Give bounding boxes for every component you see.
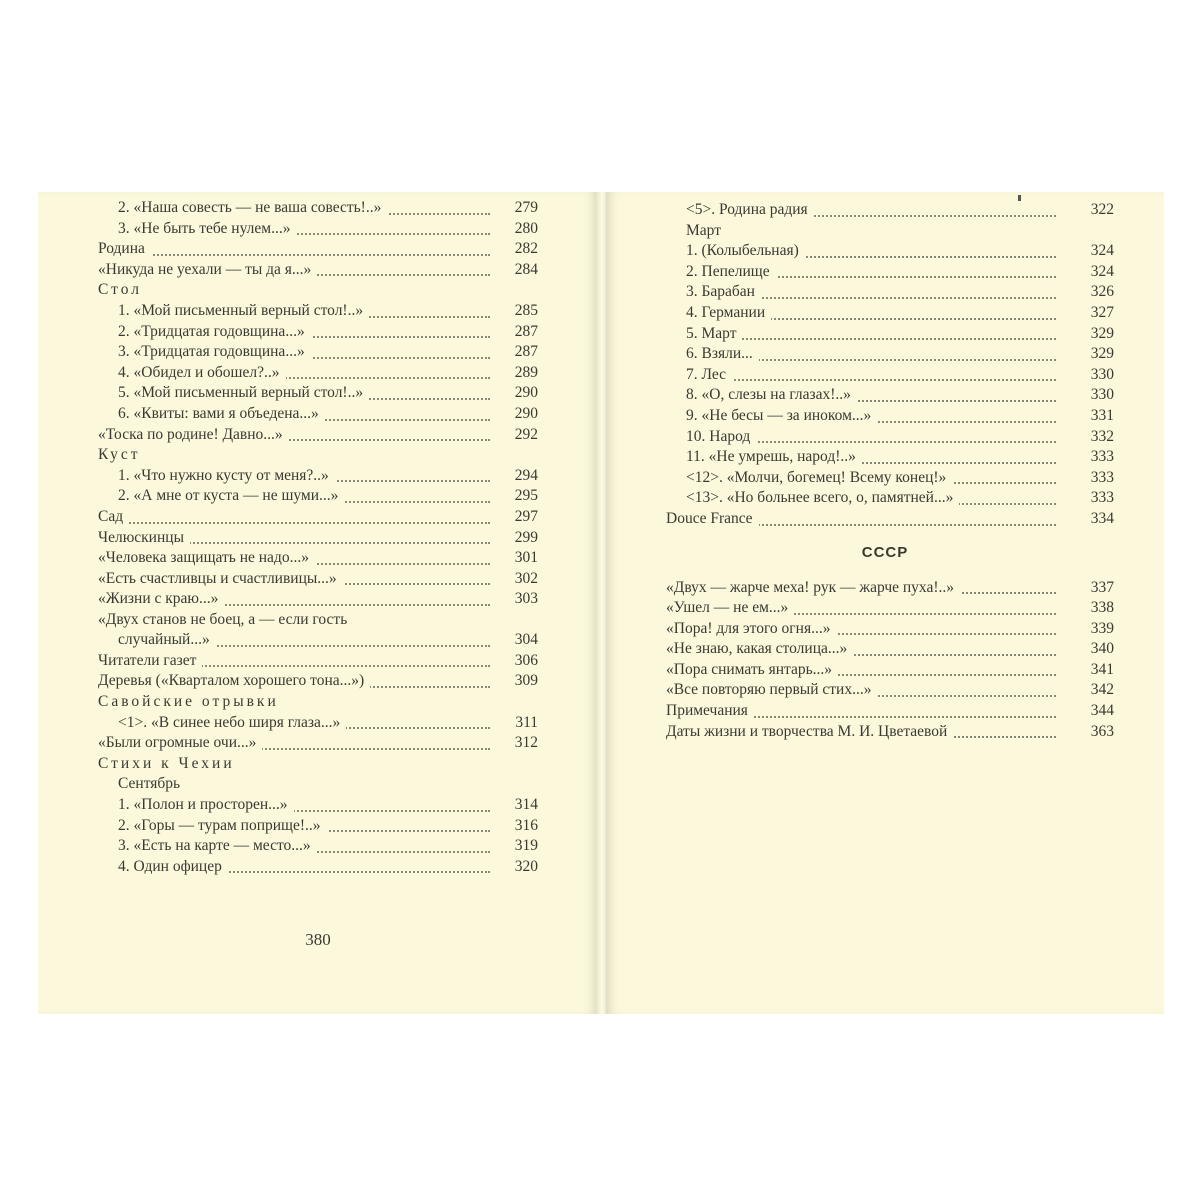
toc-entry-title: «Тоска по родине! Давно...»: [98, 426, 289, 443]
toc-entry-title: «Не знаю, какая столица...»: [666, 640, 853, 657]
toc-entry: [38, 795, 598, 816]
toc-entry-title: 10. Народ: [686, 428, 756, 445]
toc-entry-title: «Двух станов не боец, а — если гость: [98, 611, 353, 628]
toc-page-number: 333: [1066, 488, 1114, 509]
toc-entry: [38, 548, 598, 569]
toc-page-number: 287: [490, 322, 538, 343]
toc-entry-title: 3. Барабан: [686, 283, 761, 300]
right-book-page: [606, 192, 1164, 1014]
toc-entry: [606, 722, 1164, 743]
toc-entry-title: 3. «Тридцатая годовщина...»: [118, 343, 311, 360]
toc-entry-title: Савойские отрывки: [98, 693, 285, 710]
toc-page-number: 329: [1066, 324, 1114, 345]
toc-section-heading: [38, 692, 598, 713]
toc-page-number: 297: [490, 507, 538, 528]
toc-entry-title: 4. «Обидел и обошел?..»: [118, 364, 286, 381]
toc-page-number: 302: [490, 569, 538, 590]
toc-page-number: 314: [490, 795, 538, 816]
toc-entry-title: 4. Германии: [686, 304, 771, 321]
toc-entry: [606, 701, 1164, 722]
toc-page-number: 306: [490, 651, 538, 672]
toc-entry: [38, 857, 598, 878]
toc-page-number: 322: [1066, 200, 1114, 221]
toc-page-number: 280: [490, 219, 538, 240]
dot-leader: [686, 379, 1056, 381]
toc-entry: [38, 239, 598, 260]
toc-entry: [38, 569, 598, 590]
toc-entry: [38, 651, 598, 672]
toc-page-number: 290: [490, 404, 538, 425]
toc-page-number: 284: [490, 260, 538, 281]
toc-page-number: 301: [490, 548, 538, 569]
toc-page-number: 324: [1066, 262, 1114, 283]
toc-entry-title: 6. «Квиты: вами я объедена...»: [118, 405, 325, 422]
toc-entry: [606, 324, 1164, 345]
toc-page-number: 290: [490, 383, 538, 404]
toc-page-number: 327: [1066, 303, 1114, 324]
toc-page-number: 342: [1066, 680, 1114, 701]
toc-entry: [606, 282, 1164, 303]
toc-page-number: 324: [1066, 241, 1114, 262]
toc-entry-title-continued: случайный...»: [118, 631, 216, 648]
dot-leader: [198, 645, 490, 647]
toc-entry: [38, 713, 598, 734]
toc-entry: [606, 598, 1164, 619]
right-toc-top: [606, 200, 1164, 530]
right-toc-bottom: [606, 578, 1164, 743]
toc-page-number: 299: [490, 528, 538, 549]
toc-entry-title: <13>. «Но больнее всего, о, памятней...»: [686, 489, 959, 506]
toc-entry: [606, 262, 1164, 283]
toc-page-number: 329: [1066, 344, 1114, 365]
toc-entry-title: «Есть счастливцы и счастливицы...»: [98, 570, 343, 587]
toc-page-number: 285: [490, 301, 538, 322]
toc-entry-title: «Все повторяю первый стих...»: [666, 681, 877, 698]
toc-subheading: [606, 221, 1164, 242]
toc-entry-title: Сад: [98, 508, 129, 525]
toc-entry: [606, 344, 1164, 365]
toc-entry: [38, 733, 598, 754]
toc-entry: [606, 200, 1164, 221]
toc-page-number: 338: [1066, 598, 1114, 619]
toc-entry-title: 2. Пепелище: [686, 263, 776, 280]
toc-entry-title: Даты жизни и творчества М. И. Цветаевой: [666, 723, 953, 740]
toc-page-number: 294: [490, 466, 538, 487]
toc-entry-title: 1. (Колыбельная): [686, 242, 805, 259]
toc-page-number: 337: [1066, 578, 1114, 599]
toc-entry: [606, 660, 1164, 681]
toc-entry-title: 6. Взяли...: [686, 345, 759, 362]
toc-entry: [38, 260, 598, 281]
toc-page-number: 331: [1066, 406, 1114, 427]
toc-entry: [38, 404, 598, 425]
toc-section-heading: [38, 280, 598, 301]
toc-page-number: 295: [490, 486, 538, 507]
toc-page-number: 363: [1066, 722, 1114, 743]
toc-page-number: 287: [490, 342, 538, 363]
toc-entry: [606, 385, 1164, 406]
page-number: 380: [305, 930, 331, 949]
toc-page-number: 330: [1066, 385, 1114, 406]
toc-entry-title: Март: [686, 222, 727, 239]
toc-entry: [38, 301, 598, 322]
toc-entry: [606, 427, 1164, 448]
toc-page-number: 339: [1066, 619, 1114, 640]
toc-entry: [38, 322, 598, 343]
toc-entry: [38, 816, 598, 837]
toc-entry: [38, 486, 598, 507]
left-table-of-contents: [38, 198, 598, 877]
toc-entry: [606, 241, 1164, 262]
toc-entry: [38, 342, 598, 363]
toc-entry-title: 5. Март: [686, 325, 742, 342]
toc-entry-title: Douce France: [666, 510, 759, 527]
toc-entry-title: 2. «А мне от куста — не шуми...»: [118, 487, 344, 504]
print-speck: [1018, 195, 1021, 201]
toc-entry-title: Деревья («Кварталом хорошего тона...»): [98, 672, 370, 689]
toc-page-number: 303: [490, 589, 538, 610]
toc-entry-title: <12>. «Молчи, богемец! Всему конец!»: [686, 469, 952, 486]
toc-entry-title: 2. «Тридцатая годовщина...»: [118, 323, 311, 340]
toc-entry: [38, 589, 598, 610]
left-book-page: [38, 192, 598, 1014]
toc-page-number: 319: [490, 836, 538, 857]
toc-page-number: 340: [1066, 639, 1114, 660]
toc-entry: [38, 507, 598, 528]
toc-entry-title: Куст: [98, 446, 147, 463]
toc-entry-title: 3. «Есть на карте — место...»: [118, 837, 317, 854]
toc-entry-title: «Жизни с краю...»: [98, 590, 224, 607]
toc-entry: [38, 363, 598, 384]
toc-entry-title: 3. «Не быть тебе нулем...»: [118, 220, 296, 237]
toc-entry-title: Стихи к Чехии: [98, 755, 241, 772]
dot-leader: [98, 254, 490, 256]
toc-entry-title: «Двух — жарче меха! рук — жарче пуха!..»: [666, 579, 960, 596]
toc-entry-title: 9. «Не бесы — за иноком...»: [686, 407, 877, 424]
toc-page-number: 309: [490, 671, 538, 692]
toc-entry: [606, 578, 1164, 599]
toc-entry-title: 1. «Мой письменный верный стол!..»: [118, 302, 369, 319]
toc-entry-title: Примечания: [666, 702, 754, 719]
toc-entry: [606, 447, 1164, 468]
toc-section-heading: [38, 445, 598, 466]
toc-entry-title: 1. «Что нужно кусту от меня?..»: [118, 467, 335, 484]
toc-page-number: 292: [490, 425, 538, 446]
toc-page-number: 344: [1066, 701, 1114, 722]
toc-page-number: 304: [490, 630, 538, 651]
toc-entry-title: «Никуда не уехали — ты да я...»: [98, 261, 317, 278]
toc-page-number: 332: [1066, 427, 1114, 448]
dot-leader: [98, 522, 490, 524]
toc-entry: [606, 619, 1164, 640]
toc-entry-title: Читатели газет: [98, 652, 202, 669]
toc-section-heading: [38, 754, 598, 775]
toc-entry: [606, 680, 1164, 701]
toc-entry-title: Сентябрь: [118, 775, 186, 792]
toc-page-number: 333: [1066, 447, 1114, 468]
toc-entry-title: 1. «Полон и просторен...»: [118, 796, 294, 813]
toc-page-number: 326: [1066, 282, 1114, 303]
toc-entry-title: 5. «Мой письменный верный стол!..»: [118, 384, 369, 401]
toc-entry-title: 11. «Не умрешь, народ!..»: [686, 448, 862, 465]
toc-page-number: 311: [490, 713, 538, 734]
toc-entry: [606, 468, 1164, 489]
toc-entry-title: Челюскинцы: [98, 529, 190, 546]
toc-entry-title: «Пора! для этого огня...»: [666, 620, 836, 637]
toc-entry-title: 4. Один офицер: [118, 858, 228, 875]
toc-entry-title: 7. Лес: [686, 366, 732, 383]
toc-entry-title: <5>. Родина радия: [686, 201, 814, 218]
toc-entry-title: 2. «Наша совесть — не ваша совесть!..»: [118, 199, 387, 216]
toc-page-number: 316: [490, 816, 538, 837]
toc-entry-title: «Были огромные очи...»: [98, 734, 262, 751]
toc-entry-title: 8. «О, слезы на глазах!..»: [686, 386, 857, 403]
toc-entry: [38, 219, 598, 240]
toc-subheading: [38, 774, 598, 795]
toc-entry: [38, 383, 598, 404]
toc-entry: [606, 488, 1164, 509]
toc-page-number: 279: [490, 198, 538, 219]
toc-entry: [606, 639, 1164, 660]
toc-page-number: 330: [1066, 365, 1114, 386]
toc-entry-title: Стол: [98, 281, 148, 298]
toc-entry: [38, 610, 598, 651]
toc-page-number: 341: [1066, 660, 1114, 681]
toc-entry-title: 2. «Горы — турам поприще!..»: [118, 817, 327, 834]
toc-entry: [38, 198, 598, 219]
toc-entry-title: «Пора снимать янтарь...»: [666, 661, 838, 678]
toc-page-number: 333: [1066, 468, 1114, 489]
toc-entry: [606, 509, 1164, 530]
toc-entry: [38, 836, 598, 857]
toc-entry-title: <1>. «В синее небо ширя глаза...»: [118, 714, 346, 731]
toc-entry-title: «Ушел — не ем...»: [666, 599, 794, 616]
toc-entry: [38, 528, 598, 549]
toc-page-number: 282: [490, 239, 538, 260]
toc-page-number: 289: [490, 363, 538, 384]
toc-entry: [38, 671, 598, 692]
toc-entry: [38, 425, 598, 446]
section-title: СССР: [861, 543, 909, 561]
toc-entry: [606, 303, 1164, 324]
toc-entry: [38, 466, 598, 487]
toc-page-number: 334: [1066, 509, 1114, 530]
toc-entry-title: «Человека защищать не надо...»: [98, 549, 315, 566]
right-table-of-contents: [606, 200, 1164, 742]
toc-entry: [606, 365, 1164, 386]
toc-page-number: 312: [490, 733, 538, 754]
toc-entry-title: Родина: [98, 240, 151, 257]
toc-entry: [606, 406, 1164, 427]
toc-page-number: 320: [490, 857, 538, 878]
